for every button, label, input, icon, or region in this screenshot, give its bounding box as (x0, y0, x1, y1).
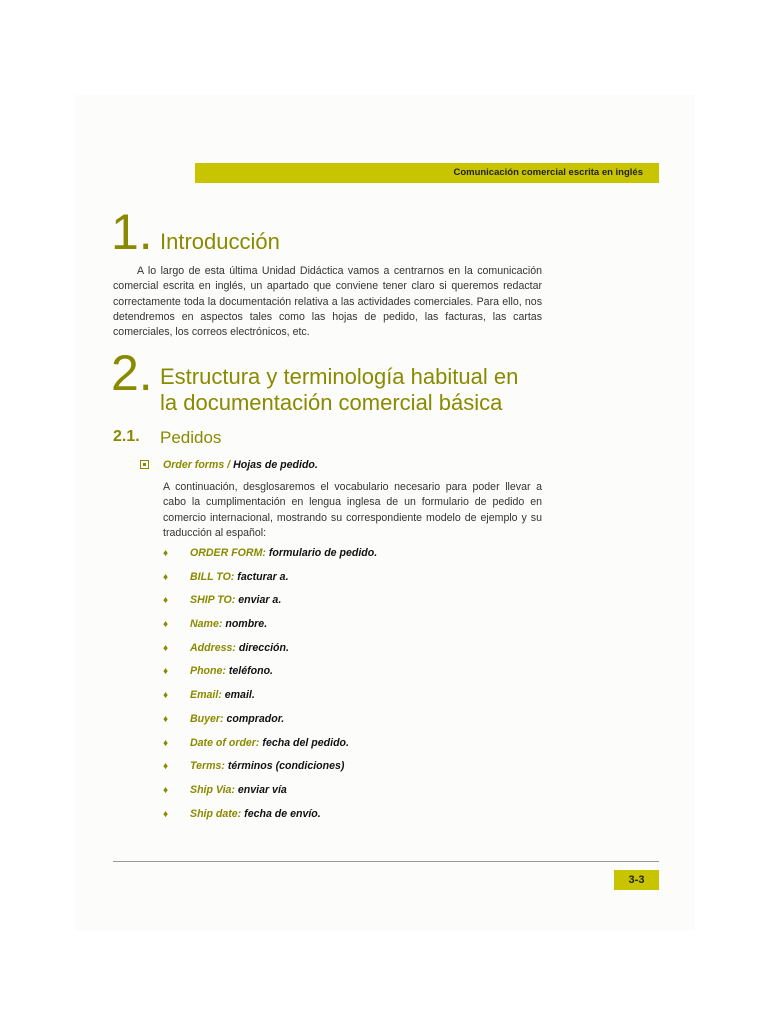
term-en: Address: (190, 641, 236, 654)
term-item (163, 642, 543, 666)
section-2-title-line1: Estructura y terminología habitual en (160, 364, 519, 389)
diamond-bullet-icon: ♦ (163, 808, 169, 820)
diamond-bullet-icon: ♦ (163, 737, 169, 749)
diamond-bullet-icon: ♦ (163, 548, 169, 559)
section-2-title (160, 364, 580, 416)
term-es: formulario de pedido. (268, 547, 378, 559)
term-es: fecha de envío. (244, 807, 321, 820)
term-en: Date of order: (190, 736, 260, 749)
term-text (190, 808, 321, 820)
term-text (190, 737, 349, 749)
square-bullet-icon (140, 460, 149, 469)
term-en: Ship date: (190, 807, 242, 820)
diamond-bullet-icon: ♦ (163, 595, 169, 607)
diamond-bullet-icon: ♦ (163, 666, 169, 678)
diamond-bullet-icon: ♦ (163, 784, 169, 796)
term-es: fecha del pedido. (262, 736, 349, 749)
term-es: email. (224, 689, 255, 702)
term-item (163, 618, 543, 642)
subheading (163, 459, 318, 471)
term-item (163, 571, 543, 595)
term-en: BILL TO: (190, 570, 235, 583)
term-item (163, 547, 543, 571)
term-text (190, 760, 344, 772)
term-es: teléfono. (228, 665, 273, 678)
term-item (163, 808, 543, 832)
section-1-title: Introducción (160, 229, 280, 254)
term-es: enviar vía (237, 783, 287, 796)
page-number: 3-3 (614, 870, 659, 890)
term-en: Name: (190, 618, 223, 631)
section-2-1-number: 2.1. (113, 428, 140, 445)
section-2-1-title: Pedidos (160, 428, 222, 447)
running-header (195, 163, 659, 183)
term-en: Email: (190, 689, 222, 702)
term-text (190, 547, 377, 559)
term-en: SHIP TO: (190, 594, 236, 607)
term-item (163, 784, 543, 808)
terms-list (163, 547, 543, 831)
diamond-bullet-icon: ♦ (163, 761, 169, 773)
term-en: Phone: (190, 665, 226, 678)
section-2-1-body: A continuación, desglosaremos el vocabulario necesario para poder llevar a cabo la cumplimentación en lengua inglesa de un formulario de pedido en comercio internacional, mostrando su correspondiente modelo de ejemplo y su traducción al español: (163, 481, 542, 539)
diamond-bullet-icon: ♦ (163, 571, 169, 583)
subheading-en: Order forms / (163, 459, 231, 471)
term-es: dirección. (238, 641, 289, 654)
header-title: Comunicación comercial escrita en inglés (453, 167, 643, 178)
term-text (190, 665, 273, 677)
term-es: nombre. (225, 618, 268, 631)
term-text (190, 594, 281, 606)
term-item (163, 594, 543, 618)
term-en: ORDER FORM: (190, 547, 266, 559)
term-text (190, 571, 289, 583)
term-en: Ship Via: (190, 783, 235, 796)
term-en: Terms: (190, 760, 225, 773)
term-item (163, 713, 543, 737)
subheading-es: Hojas de pedido. (233, 459, 318, 471)
section-2-number: 2. (111, 345, 153, 401)
section-2-title-line2: la documentación comercial básica (160, 390, 503, 415)
footer-rule (113, 861, 659, 862)
diamond-bullet-icon: ♦ (163, 713, 169, 725)
term-text (190, 784, 287, 796)
term-text (190, 642, 289, 654)
diamond-bullet-icon: ♦ (163, 642, 169, 654)
term-es: enviar a. (238, 594, 282, 607)
term-item (163, 760, 543, 784)
section-1-number: 1. (111, 204, 153, 260)
term-item (163, 689, 543, 713)
term-es: comprador. (226, 712, 285, 725)
diamond-bullet-icon: ♦ (163, 690, 169, 702)
section-1-body: A lo largo de esta última Unidad Didáctica vamos a centrarnos en la comunicación comercial escrita en inglés, un apartado que conviene tener claro si queremos redactar correctamente toda la documentación relativa a las actividades comerciales. Para ello, nos detendremos en aspectos tales como las hojas de pedido, las facturas, las cartas comerciales, los correos electrónicos, etc. (113, 265, 542, 339)
term-item (163, 665, 543, 689)
term-text (190, 618, 267, 630)
term-en: Buyer: (190, 712, 224, 725)
term-text (190, 689, 255, 701)
diamond-bullet-icon: ♦ (163, 619, 169, 631)
term-es: términos (condiciones) (227, 760, 345, 773)
term-item (163, 737, 543, 761)
term-es: facturar a. (237, 570, 289, 583)
term-text (190, 713, 284, 725)
